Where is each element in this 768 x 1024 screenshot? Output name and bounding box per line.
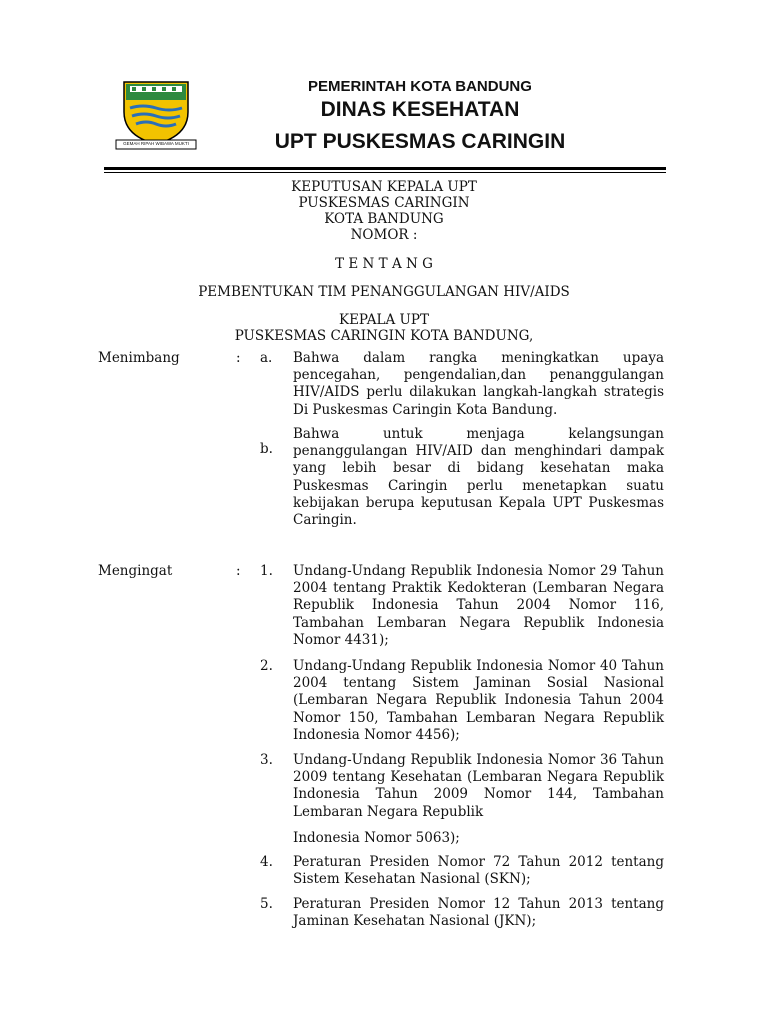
header-divider-thin xyxy=(104,172,666,173)
menimbang-item-b: Bahwa untuk menjaga kelangsungan penanggulangan HIV/AID dan menghindari dampak yang lebih besar di bidang kesehatan maka Puskesmas Caringin perlu menetapkan suatu kebijakan berupa keputusan Kepala UPT Puskesmas Caringin. xyxy=(293,426,664,529)
mengingat-marker-2: 2. xyxy=(260,658,273,674)
mengingat-item-2: Undang-Undang Republik Indonesia Nomor 40 Tahun 2004 tentang Sistem Jaminan Sosial Nasional (Lembaran Negara Republik Indonesia Tahun 2004 Nomor 150, Tambahan Lembaran Negara Republik Indonesia Nomor 4456); xyxy=(293,658,664,743)
mengingat-item-3: Undang-Undang Republik Indonesia Nomor 36 Tahun 2009 tentang Kesehatan (Lembaran Negara Republik Indonesia Tahun 2009 Nomor 144, Tambahan Lembaran Negara Republik xyxy=(293,752,664,820)
authority-line1: KEPALA UPT xyxy=(338,312,429,328)
header-department: DINAS KESEHATAN xyxy=(320,98,520,121)
decree-title-line1: KEPUTUSAN KEPALA UPT xyxy=(291,179,477,195)
mengingat-item-5: Peraturan Presiden Nomor 12 Tahun 2013 tentang Jaminan Kesehatan Nasional (JKN); xyxy=(293,896,664,930)
authority-line2: PUSKESMAS CARINGIN KOTA BANDUNG, xyxy=(234,328,534,344)
menimbang-marker-a: a. xyxy=(260,350,273,366)
menimbang-marker-b: b. xyxy=(260,441,273,457)
decree-number: NOMOR : xyxy=(350,227,418,243)
mengingat-marker-1: 1. xyxy=(260,563,273,579)
mengingat-item-4: Peraturan Presiden Nomor 72 Tahun 2012 tentang Sistem Kesehatan Nasional (SKN); xyxy=(293,854,664,888)
header-government: PEMERINTAH KOTA BANDUNG xyxy=(308,78,532,95)
mengingat-marker-3: 3. xyxy=(260,752,273,768)
decree-title-line3: KOTA BANDUNG xyxy=(324,211,444,227)
mengingat-colon: : xyxy=(236,563,241,579)
decree-title-line2: PUSKESMAS CARINGIN xyxy=(298,195,470,211)
mengingat-marker-4: 4. xyxy=(260,854,273,870)
logo-motto: GEMAH RIPAH WIBAWA MUKTI xyxy=(123,141,189,146)
header-divider-thick xyxy=(104,167,666,170)
mengingat-label: Mengingat xyxy=(98,563,173,579)
menimbang-item-a: Bahwa dalam rangka meningkatkan upaya pencegahan, pengendalian,dan penanggulangan HIV/AIDS perlu dilakukan langkah-langkah strategis Di Puskesmas Caringin Kota Bandung. xyxy=(293,350,664,418)
decree-subject: PEMBENTUKAN TIM PENANGGULANGAN HIV/AIDS xyxy=(198,284,570,300)
tentang-heading: T E N T A N G xyxy=(335,256,433,272)
menimbang-colon: : xyxy=(236,350,241,366)
mengingat-item-3-continuation: Indonesia Nomor 5063); xyxy=(293,830,460,846)
mengingat-marker-5: 5. xyxy=(260,896,273,912)
mengingat-item-1: Undang-Undang Republik Indonesia Nomor 29 Tahun 2004 tentang Praktik Kedokteran (Lembaran Negara Republik Indonesia Tahun 2004 Nomor 116, Tambahan Lembaran Negara Republik Indonesia Nomor 4431); xyxy=(293,563,664,648)
header-institution: UPT PUSKESMAS CARINGIN xyxy=(274,130,566,153)
menimbang-label: Menimbang xyxy=(98,350,180,366)
